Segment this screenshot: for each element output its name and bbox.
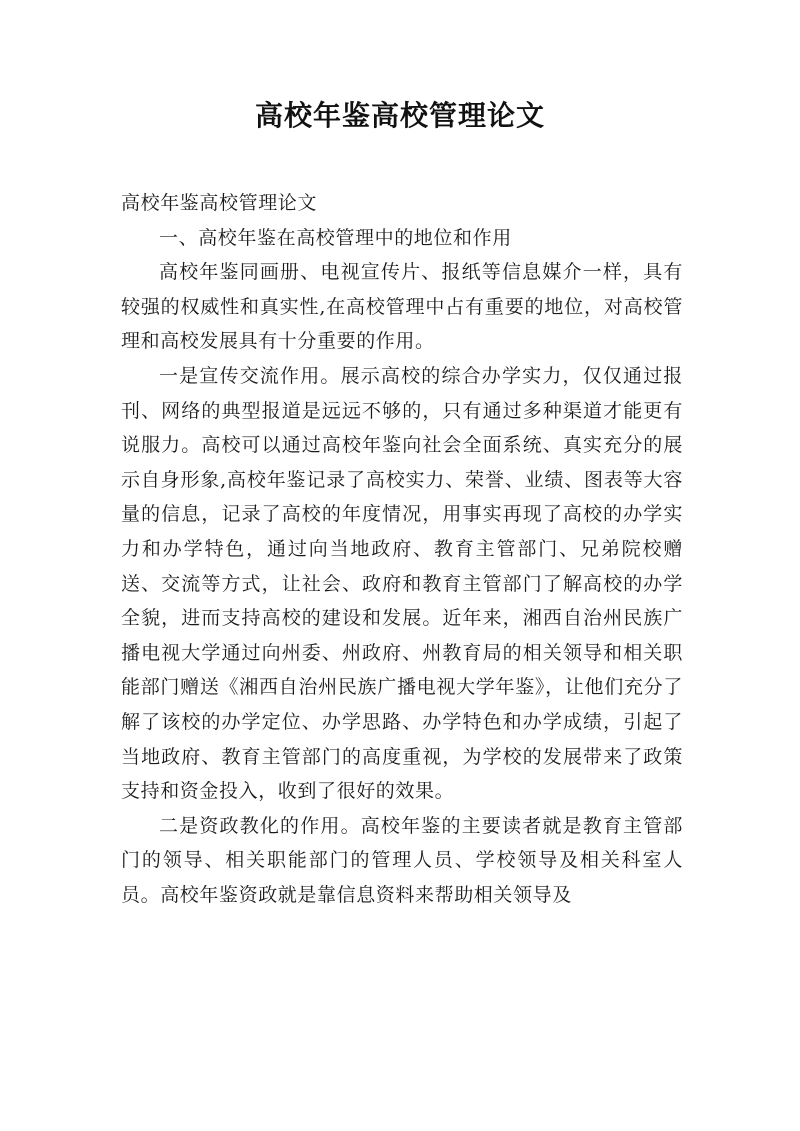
paragraph: 二是资政教化的作用。高校年鉴的主要读者就是教育主管部门的领导、相关职能部门的管理人员、学校领导及相关科室人员。高校年鉴资政就是靠信息资料来帮助相关领导及 (121, 814, 683, 906)
document-title: 高校年鉴高校管理论文 (254, 99, 545, 132)
paragraph-heading: 高校年鉴高校管理论文 (121, 192, 318, 214)
paragraph: 高校年鉴同画册、电视宣传片、报纸等信息媒介一样，具有较强的权威性和真实性,在高校管理中占有重要的地位，对高校管理和高校发展具有十分重要的作用。 (121, 261, 683, 353)
section-heading: 一、高校年鉴在高校管理中的地位和作用 (159, 226, 512, 249)
paragraph: 一是宣传交流作用。展示高校的综合办学实力，仅仅通过报刊、网络的典型报道是远远不够的，只有通过多种渠道才能更有说服力。高校可以通过高校年鉴向社会全面系统、真实充分的展示自身形象,高校年鉴记录了高校实力、荣誉、业绩、图表等大容量的信息，记录了高校的年度情况，用事实再现了高校的办学实力和办学特色，通过向当地政府、教育主管部门、兄弟院校赠送、交流等方式，让社会、政府和教育主管部门了解高校的办学全貌，进而支持高校的建设和发展。近年来，湘西自治州民族广播电视大学通过向州委、州政府、州教育局的相关领导和相关职能部门赠送《湘西自治州民族广播电视大学年鉴》，让他们充分了解了该校的办学定位、办学思路、办学特色和办学成绩，引起了当地政府、教育主管部门的高度重视，为学校的发展带来了政策支持和资金投入，收到了很好的效果。 (121, 364, 683, 803)
document-body (121, 186, 683, 912)
